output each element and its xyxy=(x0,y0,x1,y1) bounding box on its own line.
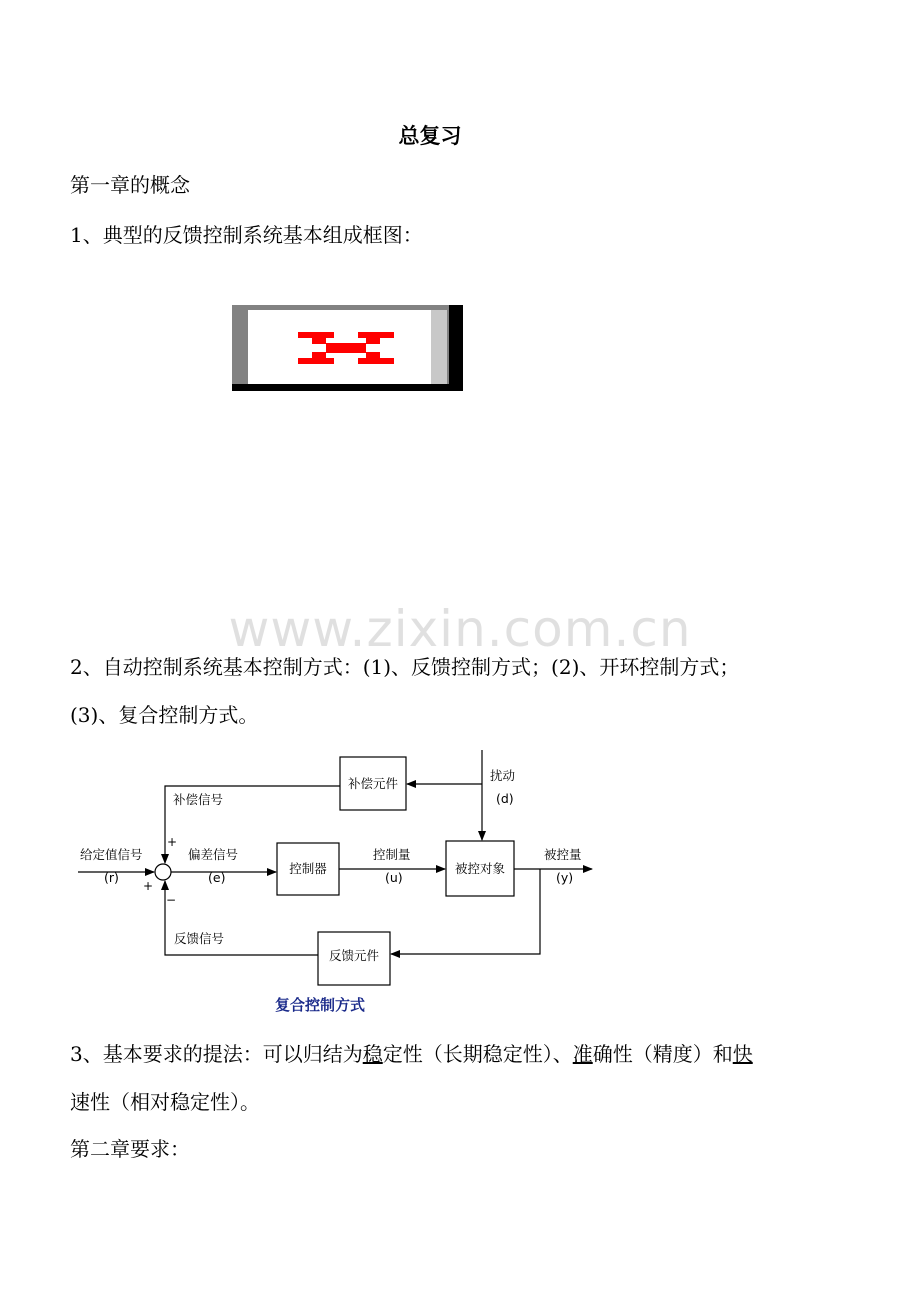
item3-line2: 速性（相对稳定性）。 xyxy=(70,1090,260,1114)
watermark: www.zixin.com.cn xyxy=(228,600,692,658)
item3-prefix: 3、基本要求的提法：可以归结为 xyxy=(70,1042,363,1066)
item3-underline-3: 快 xyxy=(732,1042,753,1066)
item3-mid2: 确性（精度）和 xyxy=(592,1042,733,1066)
output-symbol: (y) xyxy=(556,870,574,885)
diagram-caption: 复合控制方式 xyxy=(274,996,366,1014)
chapter1-heading: 第一章的概念 xyxy=(70,173,190,197)
item3-underline-2: 准 xyxy=(572,1042,593,1066)
broken-image-placeholder xyxy=(232,305,463,391)
plus-sign-top: + xyxy=(167,835,178,849)
setpoint-label: 给定值信号 xyxy=(80,847,143,862)
plant-label: 被控对象 xyxy=(454,861,506,876)
item1-text: 1、典型的反馈控制系统基本组成框图： xyxy=(70,223,423,247)
comp-signal-label: 补偿信号 xyxy=(173,792,224,807)
disturbance-symbol: (d) xyxy=(496,791,514,806)
control-qty-label: 控制量 xyxy=(373,847,411,862)
control-symbol: (u) xyxy=(385,870,403,885)
item3-line1 xyxy=(70,1039,753,1069)
item3-mid1: 定性（长期稳定性）、 xyxy=(382,1042,573,1066)
plus-sign-left: + xyxy=(143,879,154,893)
summing-junction xyxy=(155,864,171,880)
composite-control-diagram xyxy=(70,748,610,1020)
broken-image-icon xyxy=(296,330,396,366)
setpoint-symbol: (r) xyxy=(104,870,119,885)
minus-sign: − xyxy=(166,893,177,907)
error-symbol: (e) xyxy=(208,870,226,885)
page-title: 总复习 xyxy=(398,124,462,148)
compensator-label: 补偿元件 xyxy=(347,776,399,791)
output-label: 被控量 xyxy=(544,847,582,862)
error-label: 偏差信号 xyxy=(188,847,239,862)
item2-line1: 2、自动控制系统基本控制方式：(1)、反馈控制方式；(2)、开环控制方式； xyxy=(70,655,740,679)
disturbance-label: 扰动 xyxy=(490,768,516,783)
feedback-element-label: 反馈元件 xyxy=(328,948,380,963)
feedback-signal-label: 反馈信号 xyxy=(174,931,225,946)
item3-underline-1: 稳 xyxy=(362,1042,383,1066)
controller-label: 控制器 xyxy=(289,861,327,876)
item2-line2: (3)、复合控制方式。 xyxy=(70,703,259,727)
chapter2-heading: 第二章要求： xyxy=(70,1137,190,1161)
